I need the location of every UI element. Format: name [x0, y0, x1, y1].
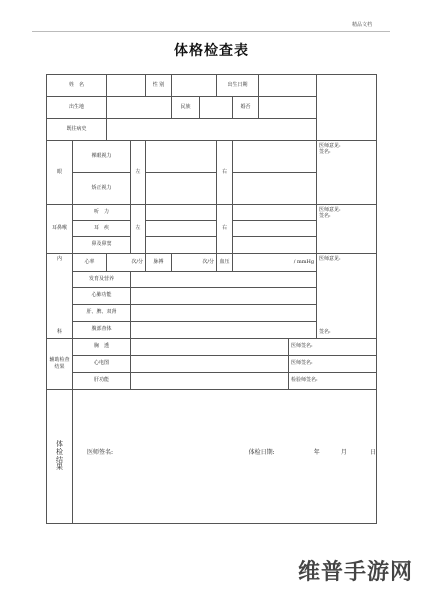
- nutrition-label: 发育及营养: [73, 272, 131, 288]
- ent-hearing-right-field[interactable]: [233, 205, 317, 221]
- abdomen-label: 腹部查体: [73, 322, 131, 339]
- exam-form-table: [46, 74, 377, 524]
- ent-opinion-cell[interactable]: [317, 205, 377, 254]
- gender-label: 性 别: [146, 75, 172, 97]
- liver-fn-label: 肝功能: [73, 373, 131, 390]
- liver-fn-tester-sign: 检验师签名:: [289, 373, 377, 390]
- history-field[interactable]: [107, 119, 317, 141]
- internal-section-bottom: 科: [56, 328, 62, 335]
- chest-doctor-sign: 医师签名:: [289, 339, 377, 356]
- aux-row-1: [47, 339, 377, 356]
- eye-right-label: 右: [217, 141, 233, 205]
- ent-opinion-label: 医师意见:: [319, 207, 341, 213]
- ecg-doctor-sign: 医师签名:: [289, 356, 377, 373]
- birth-date-field[interactable]: [259, 75, 317, 97]
- result-section-label: [47, 441, 72, 472]
- eye-left-label: 左: [131, 141, 146, 205]
- eye-row-1: [47, 141, 377, 173]
- result-section-cell: [47, 390, 73, 524]
- eye-opinion-label: 医师意见:: [319, 143, 341, 149]
- internal-opinion-label: 医师意见:: [319, 256, 341, 262]
- eye-corrected-left-field[interactable]: [146, 173, 217, 205]
- birth-date-label: 出生日期: [217, 75, 259, 97]
- ent-ear-left-field[interactable]: [146, 221, 217, 237]
- chest-label: 胸 透: [73, 339, 131, 356]
- internal-opinion-cell[interactable]: [317, 254, 377, 339]
- name-label: 姓 名: [47, 75, 107, 97]
- ent-section-label: 耳鼻喉: [47, 205, 73, 254]
- heart-rate-label: 心率: [73, 254, 107, 272]
- result-month: 月: [340, 449, 347, 457]
- heart-rate-field[interactable]: [107, 254, 146, 272]
- eye-naked-left-field[interactable]: [146, 141, 217, 173]
- history-label: 既往病史: [47, 119, 107, 141]
- internal-row-1: [47, 254, 377, 272]
- gender-field[interactable]: [172, 75, 217, 97]
- internal-section-cell: [47, 254, 73, 339]
- corner-label: 精品文档: [352, 22, 373, 28]
- result-year: 年: [313, 449, 320, 457]
- aux-section-label: 辅助检查结果: [47, 339, 73, 390]
- ethnicity-field[interactable]: [200, 97, 233, 119]
- liver-label: 肝、脾、双肾: [73, 305, 131, 322]
- ent-nose-right-field[interactable]: [233, 237, 317, 254]
- liver-field[interactable]: [131, 305, 317, 322]
- ent-sign-label: 签名:: [319, 212, 331, 219]
- photo-box[interactable]: [317, 75, 377, 141]
- watermark-logo: 维普手游网: [297, 560, 413, 585]
- bp-label: 血压: [217, 254, 233, 272]
- heart-lung-field[interactable]: [131, 288, 317, 305]
- bp-field[interactable]: [233, 254, 317, 272]
- result-row: [47, 390, 377, 524]
- eye-naked-right-field[interactable]: [233, 141, 317, 173]
- aux-row-3: [47, 373, 377, 390]
- marital-label: 婚否: [233, 97, 259, 119]
- birthplace-field[interactable]: [107, 97, 172, 119]
- ent-hearing-label: 听 力: [73, 205, 131, 221]
- page-title: 体格检查表: [174, 43, 249, 59]
- result-section-char: 果: [56, 463, 63, 472]
- eye-corrected-right-field[interactable]: [233, 173, 317, 205]
- pulse-field[interactable]: [172, 254, 217, 272]
- abdomen-field[interactable]: [131, 322, 317, 339]
- basic-row-1: [47, 75, 377, 97]
- result-section-char: 体: [56, 440, 63, 449]
- nutrition-field[interactable]: [131, 272, 317, 288]
- heart-lung-label: 心肺功能: [73, 288, 131, 305]
- result-section-char: 检: [56, 447, 63, 456]
- chest-field[interactable]: [131, 339, 289, 356]
- name-field[interactable]: [107, 75, 146, 97]
- ent-right-label: 右: [217, 205, 233, 254]
- result-section-char: 结: [56, 455, 63, 464]
- heart-rate-unit: 次/分: [131, 258, 144, 265]
- internal-sign-label: 签名:: [319, 328, 331, 335]
- eye-sign-label: 签名:: [319, 148, 331, 155]
- result-field[interactable]: [73, 390, 377, 524]
- bp-unit: / mmHg: [293, 258, 315, 265]
- internal-section-top: 内: [56, 256, 62, 262]
- eye-section-label: 眼: [47, 141, 73, 205]
- ecg-field[interactable]: [131, 356, 289, 373]
- eye-corrected-label: 矫正视力: [73, 173, 131, 205]
- ent-nose-left-field[interactable]: [146, 237, 217, 254]
- eye-opinion-cell[interactable]: [317, 141, 377, 205]
- ent-ear-right-field[interactable]: [233, 221, 317, 237]
- ent-left-label: 左: [131, 205, 146, 254]
- liver-fn-field[interactable]: [131, 373, 289, 390]
- result-doctor-sign: 医师签名:: [87, 449, 114, 457]
- ent-nose-label: 鼻及鼻窦: [73, 237, 131, 254]
- result-date-label: 体检日期:: [248, 449, 275, 457]
- aux-row-2: [47, 356, 377, 373]
- ethnicity-label: 民族: [172, 97, 200, 119]
- header-divider: [32, 31, 390, 32]
- ecg-label: 心电图: [73, 356, 131, 373]
- pulse-unit: 次/分: [202, 258, 215, 265]
- ent-hearing-left-field[interactable]: [146, 205, 217, 221]
- pulse-label: 脉搏: [146, 254, 172, 272]
- ent-ear-label: 耳 疾: [73, 221, 131, 237]
- result-day: 日: [370, 449, 377, 457]
- marital-field[interactable]: [259, 97, 317, 119]
- birthplace-label: 出生地: [47, 97, 107, 119]
- ent-row-1: [47, 205, 377, 221]
- eye-naked-label: 裸眼视力: [73, 141, 131, 173]
